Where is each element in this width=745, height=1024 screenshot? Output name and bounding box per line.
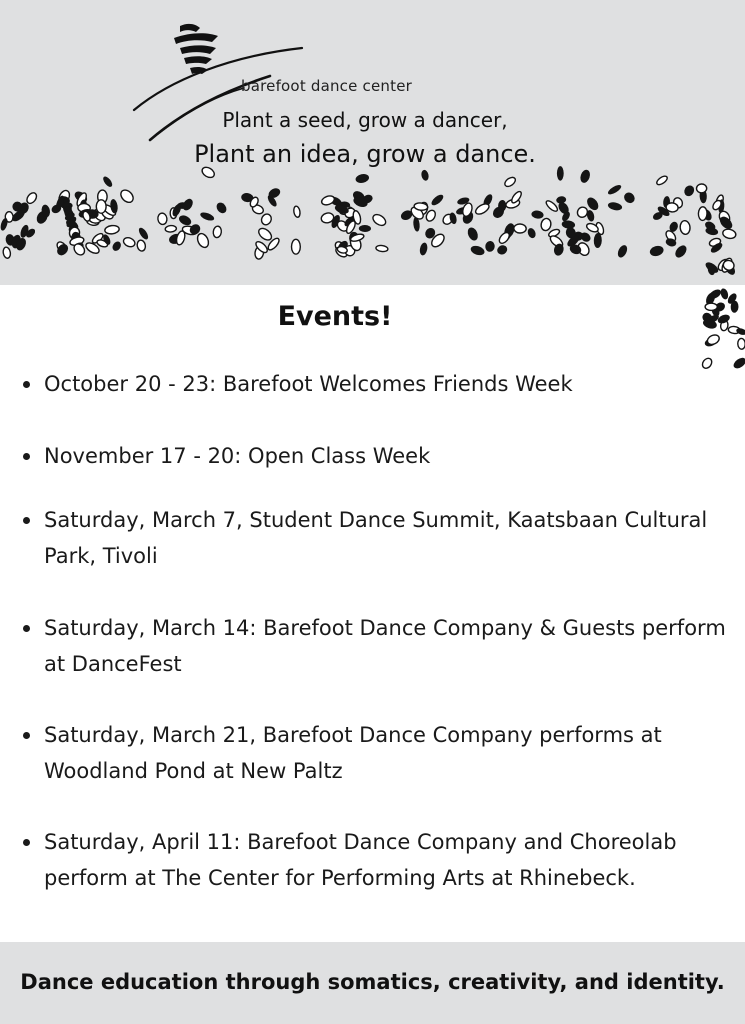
event-item: October 20 - 23: Barefoot Welcomes Friends Week bbox=[44, 366, 744, 402]
tagline-line-2: Plant an idea, grow a dance. bbox=[194, 140, 536, 168]
event-item: Saturday, March 7, Student Dance Summit, Kaatsbaan Cultural Park, Tivoli bbox=[44, 502, 744, 574]
footer-banner bbox=[0, 942, 745, 1024]
event-item: Saturday, March 21, Barefoot Dance Company performs at Woodland Pond at New Paltz bbox=[44, 717, 744, 789]
brand-name: barefoot dance center bbox=[241, 77, 412, 95]
events-heading: Events! bbox=[277, 301, 393, 332]
event-item: Saturday, March 14: Barefoot Dance Company & Guests perform at DanceFest bbox=[44, 610, 744, 682]
tagline-line-1: Plant a seed, grow a dancer, bbox=[222, 108, 508, 132]
event-item: Saturday, April 11: Barefoot Dance Company and Choreolab perform at The Center for Performing Arts at Rhinebeck. bbox=[44, 824, 744, 896]
event-item: November 17 - 20: Open Class Week bbox=[44, 438, 744, 474]
footer-motto: Dance education through somatics, creativity, and identity. bbox=[20, 970, 725, 994]
